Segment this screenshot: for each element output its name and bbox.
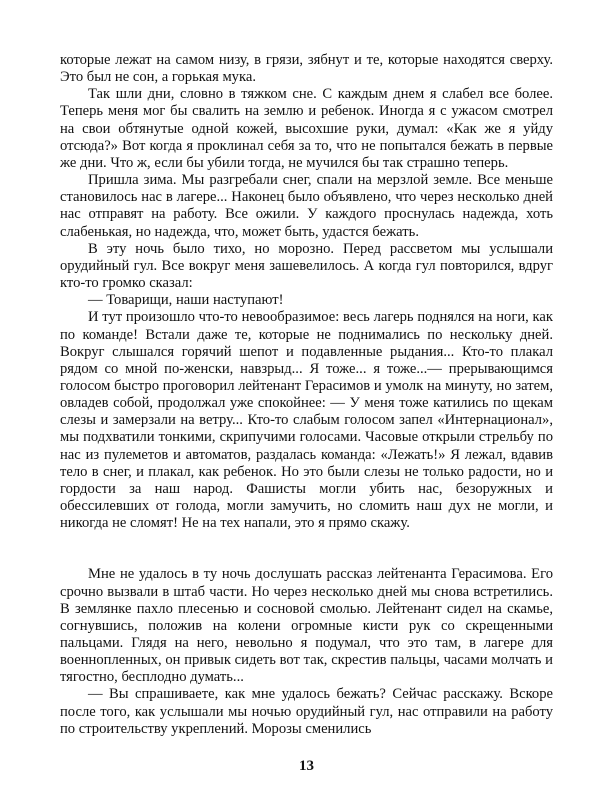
paragraph: — Вы спрашиваете, как мне удалось бежать? Сейчас расскажу. Вскоре после того, как услышали мы ночью орудийный гул, нас отправили на работу по строительству укреплений. Морозы сменились (60, 686, 553, 737)
paragraph: которые лежат на самом низу, в грязи, зябнут и те, которые находятся сверху. Это был не сон, а горькая мука. (60, 52, 553, 86)
paragraph: Мне не удалось в ту ночь дослушать рассказ лейтенанта Герасимова. Его срочно вызвали в штаб части. Но через несколько дней мы снова встретились. В землянке пахло плесенью и сосновой смолью. Лейтенант сидел на скамье, согнувшись, положив на колени огромные кисти рук со скрещенными пальцами. Глядя на него, невольно я подумал, что это там, в лагере для военнопленных, он привык сидеть вот так, скрестив пальцы, часами молчать и тягостно, бесплодно думать... (60, 566, 553, 686)
section-break (60, 532, 553, 566)
paragraph: И тут произошло что-то невообразимое: весь лагерь поднялся на ноги, как по команде! Встали даже те, которые не поднимались по нескольку дней. Вокруг слышался горячий шепот и подавленные рыдания... Кто-то плакал рядом со мной по-женски, навзрыд... Я тоже... я тоже...— прерывающимся голосом быстро проговорил лейтенант Герасимов и умолк на минуту, но затем, овладев собой, продолжал уже спокойнее: — У меня тоже катились по щекам слезы и замерзали на ветру... Кто-то слабым голосом запел «Интернационал», мы подхватили тонкими, скрипучими голосами. Часовые открыли стрельбу по нас из пулеметов и автоматов, раздалась команда: «Лежать!» Я лежал, вдавив тело в снег, и плакал, как ребенок. Но это были слезы не только радости, но и гордости за наш народ. Фашисты могли убить нас, безоружных и обессилевших от голода, могли замучить, но сломить наш дух не могли, и никогда не сломят! Не на тех напали, это я прямо скажу. (60, 309, 553, 532)
paragraph: Так шли дни, словно в тяжком сне. С каждым днем я слабел все более. Теперь меня мог бы свалить на землю и ребенок. Иногда я с ужасом смотрел на свои обтянутые одной кожей, высохшие руки, думал: «Как же я уйду отсюда?» Вот когда я проклинал себя за то, что не попытался бежать в первые же дни. Что ж, если бы убили тогда, не мучился бы так страшно теперь. (60, 86, 553, 171)
paragraph: В эту ночь было тихо, но морозно. Перед рассветом мы услышали орудийный гул. Все вокруг меня зашевелилось. А когда гул повторился, вдруг кто-то громко сказал: (60, 240, 553, 292)
dialogue-line: — Товарищи, наши наступают! (88, 292, 284, 309)
paragraph: Пришла зима. Мы разгребали снег, спали на мерзлой земле. Все меньше становилось нас в лагере... Наконец было объявлено, что через несколько дней нас отправят на работу. Все ожили. У каждого проснулась надежда, хоть слабенькая, но надежда, что, может быть, удастся бежать. (60, 172, 553, 240)
page-text (60, 52, 553, 738)
page-number: 13 (299, 758, 314, 774)
